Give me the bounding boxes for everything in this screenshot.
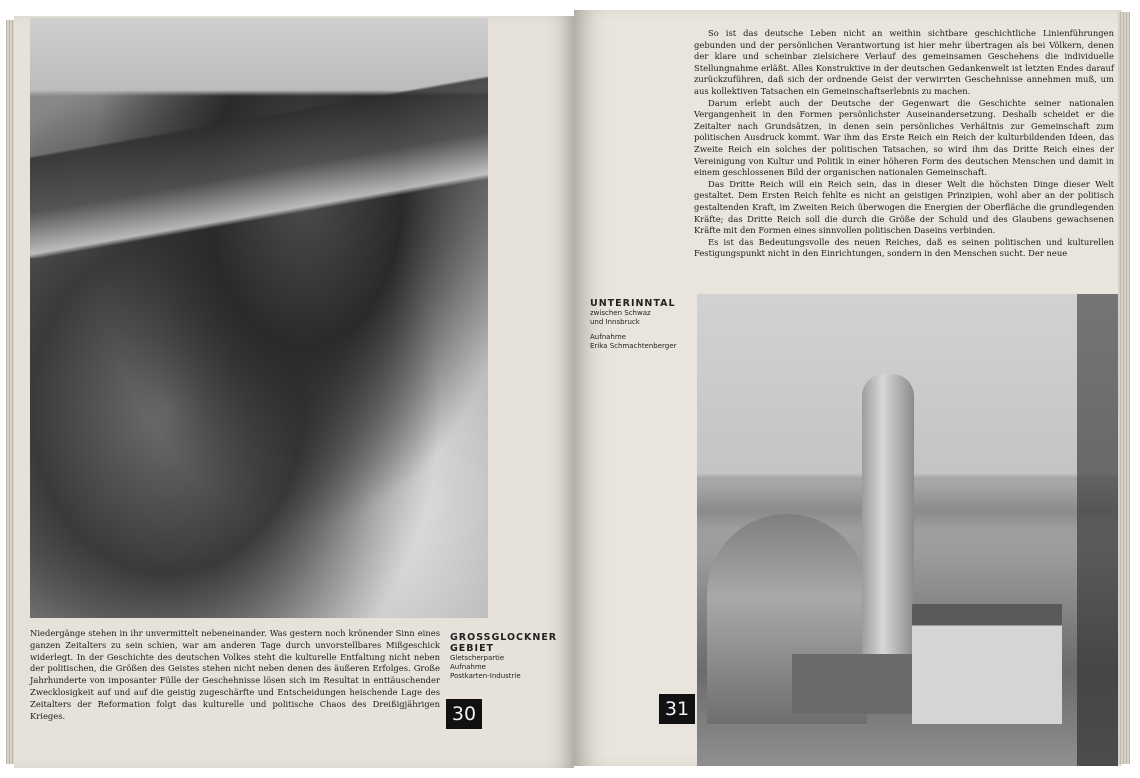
caption-credit-name: Postkarten-Industrie [450, 672, 521, 680]
church-photo [697, 294, 1118, 766]
right-paragraph-2: Darum erlebt auch der Deutsche der Gegenwart die Geschichte seiner nationalen Vergangenheit in den Formen persönlichster Auseinandersetzung. Deshalb scheidet er die Zeitalter nach Grundsätzen, in denen sein persönliches Verhältnis zur Gemeinschaft zum politischen Ausdruck kommt. War ihm das Erste Reich ein Reich der kulturbildenden Ideen, das Zweite Reich ein solches der politischen Tatsachen, so wird ihm das Dritte Reich eines der Vereinigung von Kultur und Politik in einer höheren Form des deutschen Menschen und damit in einem geschlossenen Bild der organischen nationalen Gemeinschaft. [694, 97, 1114, 178]
right-photo-caption [590, 298, 694, 351]
page-number-left: 30 [446, 699, 482, 729]
tree-shape [1077, 294, 1118, 766]
page-number-right: 31 [659, 694, 695, 724]
caption-place-line1: zwischen Schwaz [590, 309, 651, 317]
caption-subject: Gletscherpartie [450, 654, 505, 662]
caption-credit-label: Aufnahme [590, 333, 626, 341]
church-tower-shape [862, 374, 914, 674]
glacier-photo [30, 18, 488, 618]
left-paragraph: Niedergänge stehen in ihr unvermittelt nebeneinander. Was gestern noch krönender Sinn eines ganzen Zeitalters zu sein schien, war am anderen Tage durch unvorstellbares Mißgeschick widerlegt. In der Geschichte des deutschen Volkes steht die kulturelle Entfaltung nicht neben der politischen, die Größen des Geistes stehen nicht neben denen des äußeren Erfolges. Große Jahrhunderte von imposanter Fülle der Geschehnisse lösen sich im Resultat in enttäuschender Zwecklosigkeit auf und auf die geistig zugeschärfte und Entscheidungen heischende Lage des Zeitalters der Reformation folgt das kulturelle und politische Chaos des Dreißigjährigen Krieges. [30, 628, 440, 721]
mountain-ridge-shape [30, 58, 488, 258]
left-photo-caption [450, 632, 556, 681]
caption-title: UNTERINNTAL [590, 298, 676, 309]
caption-credit-label: Aufnahme [450, 663, 486, 671]
caption-place-line2: und Innsbruck [590, 318, 640, 326]
right-paragraph-3: Das Dritte Reich will ein Reich sein, das in dieser Welt die höchsten Dinge dieser Welt gestaltet. Dem Ersten Reich fehlte es nicht an geistigen Prinzipien, wohl aber an der politisch gestaltenden Kraft, im Zweiten Reich überwogen die Energien der Oberfläche die grundlegenden Kräfte; das Dritte Reich soll die durch die Größe der Schuld und des Glaubens gewachsenen Kräfte mit den Formen eines sinnvollen politischen Daseins verbinden. [694, 178, 1114, 236]
right-paragraph-4: Es ist das Bedeutungsvolle des neuen Reiches, daß es seinen politischen und kulturellen Festigungspunkt nicht in den Einrichtungen, sondern in den Menschen sucht. Der neue [694, 236, 1114, 259]
caption-credit-name: Erika Schmachtenberger [590, 342, 677, 350]
right-page-body-text [694, 28, 1114, 260]
caption-title-line2: GEBIET [450, 643, 495, 654]
house-shape [912, 604, 1062, 724]
right-paragraph-1: So ist das deutsche Leben nicht an weithin sichtbare geschichtliche Linienführungen gebunden und der persönlichen Verantwortung ist hier mehr übertragen als bei Völkern, denen der klare und scheinbar zielsichere Verlauf des gemeinsamen Geschehens die individuelle Stellungnahme erläßt. Alles Konstruktive in der deutschen Gedankenwelt ist letzten Endes darauf zurückzuführen, daß sich der ordnende Geist der verwirrten Geschehnisse annehmen muß, um aus kollektiven Tatsachen ein Gemeinschaftserlebnis zu machen. [694, 28, 1114, 96]
page-edges-right [1118, 12, 1130, 764]
left-page-body-text [30, 628, 440, 722]
caption-title-line1: GROSSGLOCKNER [450, 632, 558, 643]
